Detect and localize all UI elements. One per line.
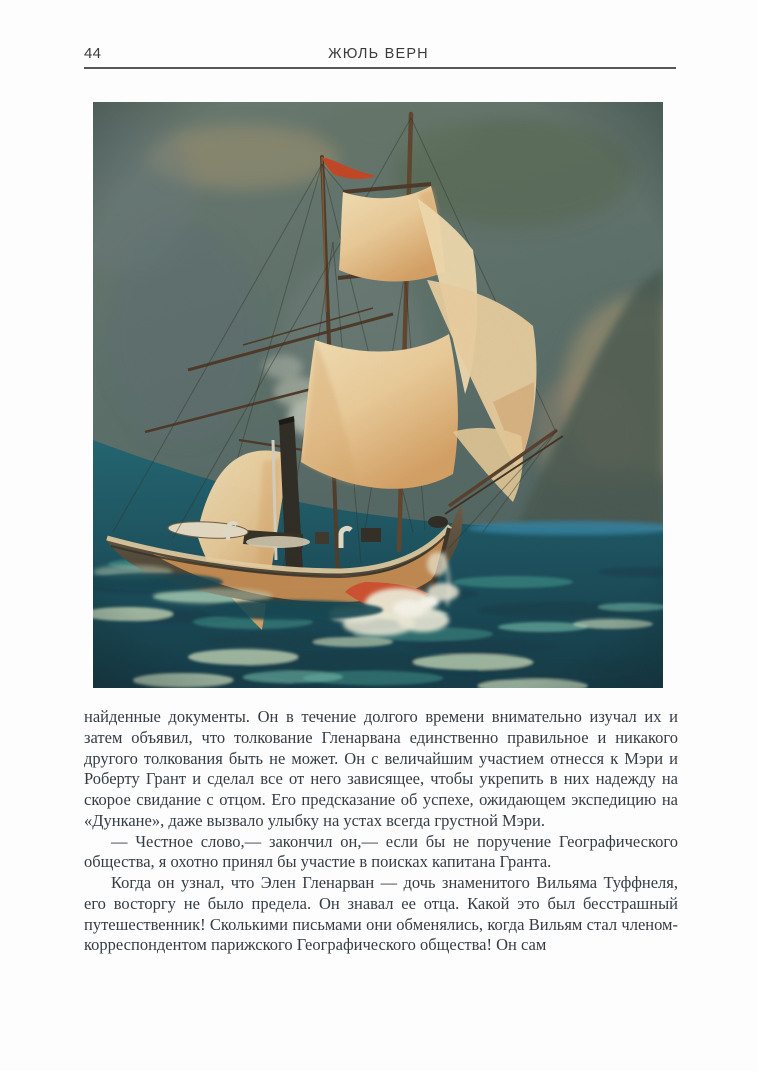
illustration-plate [93,102,663,688]
body-text [84,707,678,956]
paragraph: Когда он узнал, что Элен Гленарван — дочь знаменитого Вильяма Туффнеля, его восторгу не было предела. Он знавал ее отца. Какой это был бесстрашный путешественник! Сколькими письмами они обменялись, когда Вильям стал членом-корреспондентом парижского Географического общества! Он сам [84,873,678,955]
paragraph: — Честное слово,— закончил он,— если бы не поручение Географического общества, я охотно принял бы участие в поисках капитана Гранта. [84,831,678,872]
page-number: 44 [84,45,102,62]
header-rule [84,67,676,69]
running-title: ЖЮЛЬ ВЕРН [328,46,429,62]
ship-painting [93,102,663,688]
vignette [93,102,663,688]
paragraph: найденные документы. Он в течение долгого времени внимательно изучал их и затем объявил, что толкование Гленарвана единственно правильное и никакого другого толкования быть не может. Он с величайшим участием отнесся к Мэри и Роберту Грант и сделал все от него зависящее, чтобы укрепить в них надежду на скорое свидание с отцом. Его предсказание об успехе, ожидающем экспедицию на «Дункане», даже вызвало улыбку на устах всегда грустной Мэри. [84,707,678,830]
